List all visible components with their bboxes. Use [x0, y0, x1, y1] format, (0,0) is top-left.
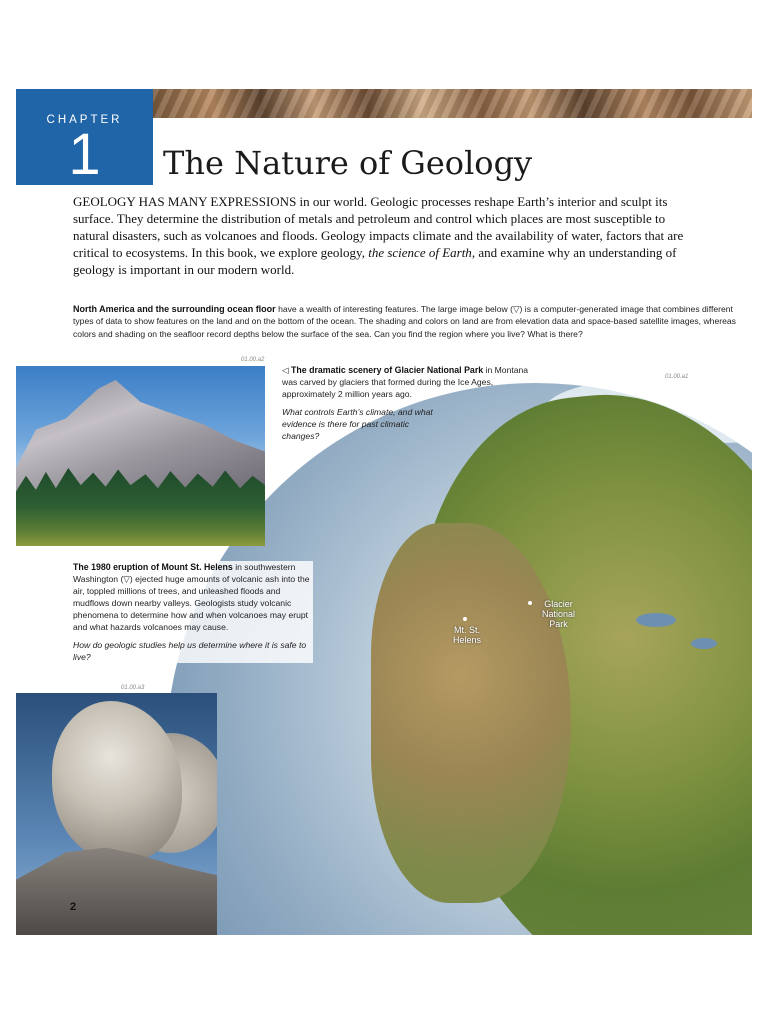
page-number: 2: [70, 901, 77, 913]
figure-id-map: 01.00.a1: [665, 374, 689, 380]
chapter-badge: [16, 89, 153, 185]
caption-marker: ◁: [282, 365, 289, 375]
glacier-park-photo: [16, 366, 265, 546]
glacier-caption-question: What controls Earth’s climate, and what evidence is there for past climatic changes?: [282, 407, 433, 441]
glacier-caption: [282, 364, 532, 442]
glacier-caption-heading: The dramatic scenery of Glacier National Park: [291, 365, 484, 375]
intro-paragraph: [73, 193, 696, 278]
intro-text: GEOLOGY HAS MANY EXPRESSIONS in our world. Geologic processes reshape Earth’s interior and sculpt its surface. They determine the distribution of metals and petroleum and control which places are most susceptible to natural disasters, such as volcanoes and floods. Geology impacts climate and the availability of water, factors that are critical to ecosystems. In this book, we explore geology,: [73, 194, 684, 260]
caption-heading-suffix: in: [483, 365, 493, 375]
mt-st-helens-marker: [463, 617, 467, 621]
volcano: [16, 843, 217, 935]
lead-text: have a wealth of interesting features. The large image below (▽) is a computer-generated image that combines different types of data to show features on the land and on the bottom of the ocean. The shading and colors on land are from elevation data and space-based satellite images, whereas colors and shading on the seafloor record depths below the surface of the sea. Can you find the region where you live? What is there?: [73, 304, 736, 339]
great-lake: [636, 613, 676, 627]
glacier-park-marker: [528, 601, 532, 605]
caption-heading-suffix: in: [232, 562, 242, 572]
intro-text-end: , and examine why an understanding of geology is important in our modern world.: [73, 245, 677, 277]
mount-st-helens-eruption-photo: [16, 693, 217, 935]
lead-paragraph: [73, 303, 745, 340]
intro-emphasis: the science of Earth: [368, 245, 472, 260]
chapter-number: 1: [68, 122, 101, 187]
helens-caption: [73, 561, 313, 663]
helens-caption-heading: The 1980 eruption of Mount St. Helens: [73, 562, 233, 572]
map-label-mt-st-helens: Mt. St. Helens: [453, 625, 482, 645]
helens-caption-question: How do geologic studies help us determine where it is safe to live?: [73, 640, 307, 662]
header-landscape-image: [153, 89, 752, 118]
textbook-page: [16, 89, 752, 935]
lead-heading: North America and the surrounding ocean floor: [73, 304, 276, 314]
chapter-label: CHAPTER: [46, 114, 123, 126]
map-label-glacier-park: Glacier National Park: [542, 599, 576, 629]
figure-id-glacier: 01.00.a2: [241, 357, 265, 363]
page-title: The Nature of Geology: [163, 144, 533, 182]
great-lake: [691, 638, 717, 649]
figure-id-helens: 01.00.a3: [121, 685, 145, 691]
helens-caption-text: southwestern Washington (▽) ejected huge amounts of volcanic ash into the air, toppled millions of trees, and unleashed floods and mudflows down nearby valleys. Geologists study volcanic phenomena to determine how and when volcanoes may erupt and what hazards volcanoes may cause.: [73, 562, 310, 632]
eruption-plume: [52, 701, 182, 861]
glacier-caption-text: Montana was carved by glaciers that formed during the Ice Ages, approximately 2 million years ago.: [282, 365, 529, 399]
